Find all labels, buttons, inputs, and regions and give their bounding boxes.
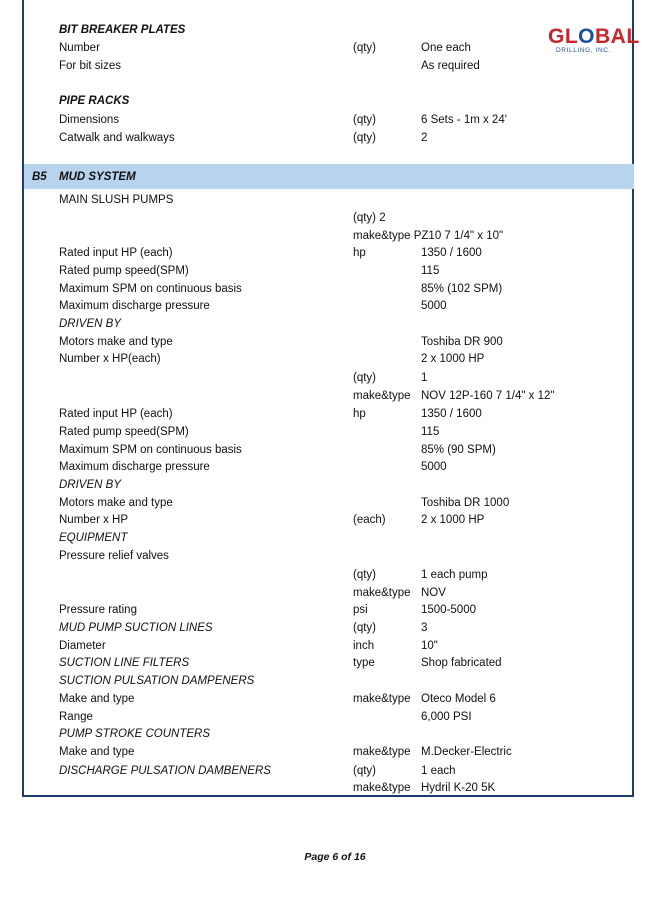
spec-label: Pressure rating (59, 604, 137, 616)
spec-unit: (qty) (353, 114, 376, 126)
spec-row (24, 230, 632, 248)
spec-row (24, 657, 632, 675)
spec-unit: (qty) (353, 42, 376, 54)
spec-value: Toshiba DR 1000 (421, 497, 510, 509)
spec-label: Maximum SPM on continuous basis (59, 283, 242, 295)
spec-unit: hp (353, 408, 366, 420)
spec-value: 1 each (421, 765, 456, 777)
spec-row (24, 444, 632, 462)
spec-label: Dimensions (59, 114, 120, 126)
spec-row (24, 569, 632, 587)
spec-row (24, 711, 632, 729)
spec-value: 3 (421, 622, 428, 634)
spec-label: Number (59, 42, 100, 54)
spec-value: 115 (421, 426, 440, 438)
spec-label: SUCTION PULSATION DAMPENERS (59, 675, 255, 687)
spec-row (24, 693, 632, 711)
spec-value: As required (421, 60, 480, 72)
spec-unit: make&type (353, 390, 411, 402)
spec-label: Rated pump speed(SPM) (59, 426, 189, 438)
spec-row (24, 604, 632, 622)
spec-value: Toshiba DR 900 (421, 336, 503, 348)
spec-label: Motors make and type (59, 497, 173, 509)
spec-value: 85% (90 SPM) (421, 444, 496, 456)
spec-row (24, 318, 632, 336)
spec-row (24, 426, 632, 444)
spec-value: 115 (421, 265, 440, 277)
spec-unit: psi (353, 604, 368, 616)
spec-row (24, 283, 632, 301)
spec-label: SUCTION LINE FILTERS (59, 657, 190, 669)
spec-value: 1 each pump (421, 569, 488, 581)
spec-unit: (qty) (353, 622, 376, 634)
spec-label: Rated input HP (each) (59, 408, 173, 420)
spec-row (24, 42, 632, 60)
spec-row (24, 265, 632, 283)
spec-label: PIPE RACKS (59, 95, 130, 107)
page-number: Page 6 of 16 (304, 851, 366, 863)
spec-unit: type (353, 657, 375, 669)
spec-unit: (qty) (353, 372, 376, 384)
spec-label: Number x HP (59, 514, 129, 526)
spec-unit: (each) (353, 514, 386, 526)
spec-unit: hp (353, 247, 366, 259)
spec-row (24, 514, 632, 532)
spec-unit: inch (353, 640, 375, 652)
spec-label: DRIVEN BY (59, 479, 121, 491)
spec-label: DISCHARGE PULSATION DAMBENERS (59, 765, 271, 777)
spec-value: 2 x 1000 HP (421, 353, 485, 365)
spec-label: PUMP STROKE COUNTERS (59, 728, 211, 740)
spec-label: Maximum discharge pressure (59, 461, 210, 473)
spec-value: 6,000 PSI (421, 711, 472, 723)
spec-row (24, 461, 632, 479)
spec-value: 85% (102 SPM) (421, 283, 503, 295)
spec-row (24, 622, 632, 640)
spec-row (24, 675, 632, 693)
spec-label: Range (59, 711, 93, 723)
spec-value: Oteco Model 6 (421, 693, 496, 705)
spec-label: DRIVEN BY (59, 318, 121, 330)
spec-value: 1350 / 1600 (421, 408, 482, 420)
company-logo: GLOBAL DRILLING, INC. (548, 25, 640, 54)
spec-row (24, 640, 632, 658)
spec-row (24, 390, 632, 408)
spec-value: 2 x 1000 HP (421, 514, 485, 526)
spec-row (24, 212, 632, 230)
spec-label: BIT BREAKER PLATES (59, 24, 186, 36)
spec-unit: make&type (353, 746, 411, 758)
spec-value: 1 (421, 372, 428, 384)
spec-unit: (qty) (353, 132, 376, 144)
spec-value: Hydril K-20 5K (421, 782, 496, 794)
spec-unit: make&type (353, 587, 411, 599)
spec-label: Diameter (59, 640, 106, 652)
spec-value: NOV 12P-160 7 1/4" x 12" (421, 390, 555, 402)
spec-label: MAIN SLUSH PUMPS (59, 194, 174, 206)
spec-row (24, 24, 632, 42)
spec-row (24, 336, 632, 354)
spec-row (24, 550, 632, 568)
spec-label: Number x HP(each) (59, 353, 161, 365)
spec-label: EQUIPMENT (59, 532, 128, 544)
spec-unit: (qty) 2 (353, 212, 386, 224)
spec-row (24, 408, 632, 426)
spec-row (24, 353, 632, 371)
spec-row (24, 587, 632, 605)
spec-label: Maximum SPM on continuous basis (59, 444, 242, 456)
spec-value: 6 Sets - 1m x 24' (421, 114, 507, 126)
spec-value: NOV (421, 587, 446, 599)
spec-unit: make&type (353, 693, 411, 705)
spec-row (24, 532, 632, 550)
spec-row (24, 746, 632, 764)
spec-unit: (qty) (353, 569, 376, 581)
spec-label: MUD PUMP SUCTION LINES (59, 622, 213, 634)
spec-row (24, 247, 632, 265)
spec-row (24, 372, 632, 390)
spec-row (24, 60, 632, 78)
spec-value: Shop fabricated (421, 657, 502, 669)
spec-value: 5000 (421, 461, 447, 473)
section-title: MUD SYSTEM (59, 171, 136, 183)
section-code: B5 (32, 171, 47, 183)
spec-label: Motors make and type (59, 336, 173, 348)
spec-row (24, 114, 632, 132)
spec-row (24, 194, 632, 212)
spec-row (24, 765, 632, 783)
spec-value: 5000 (421, 300, 447, 312)
spec-row (24, 728, 632, 746)
section-header-band (24, 164, 634, 189)
spec-label: Catwalk and walkways (59, 132, 175, 144)
spec-label: Make and type (59, 746, 135, 758)
spec-row (24, 300, 632, 318)
spec-value: 2 (421, 132, 428, 144)
spec-unit: (qty) (353, 765, 376, 777)
spec-row (24, 497, 632, 515)
spec-row (24, 782, 632, 800)
spec-label: Rated input HP (each) (59, 247, 173, 259)
spec-label: Pressure relief valves (59, 550, 169, 562)
spec-row (24, 132, 632, 150)
spec-row (24, 95, 632, 113)
spec-value: 1350 / 1600 (421, 247, 482, 259)
spec-row (24, 479, 632, 497)
spec-unit: make&type PZ10 7 1/4" x 10" (353, 230, 504, 242)
spec-label: Maximum discharge pressure (59, 300, 210, 312)
spec-value: One each (421, 42, 471, 54)
spec-value: M.Decker-Electric (421, 746, 512, 758)
spec-unit: make&type (353, 782, 411, 794)
spec-label: Make and type (59, 693, 135, 705)
spec-label: Rated pump speed(SPM) (59, 265, 189, 277)
spec-value: 1500-5000 (421, 604, 476, 616)
spec-label: For bit sizes (59, 60, 121, 72)
spec-value: 10" (421, 640, 438, 652)
